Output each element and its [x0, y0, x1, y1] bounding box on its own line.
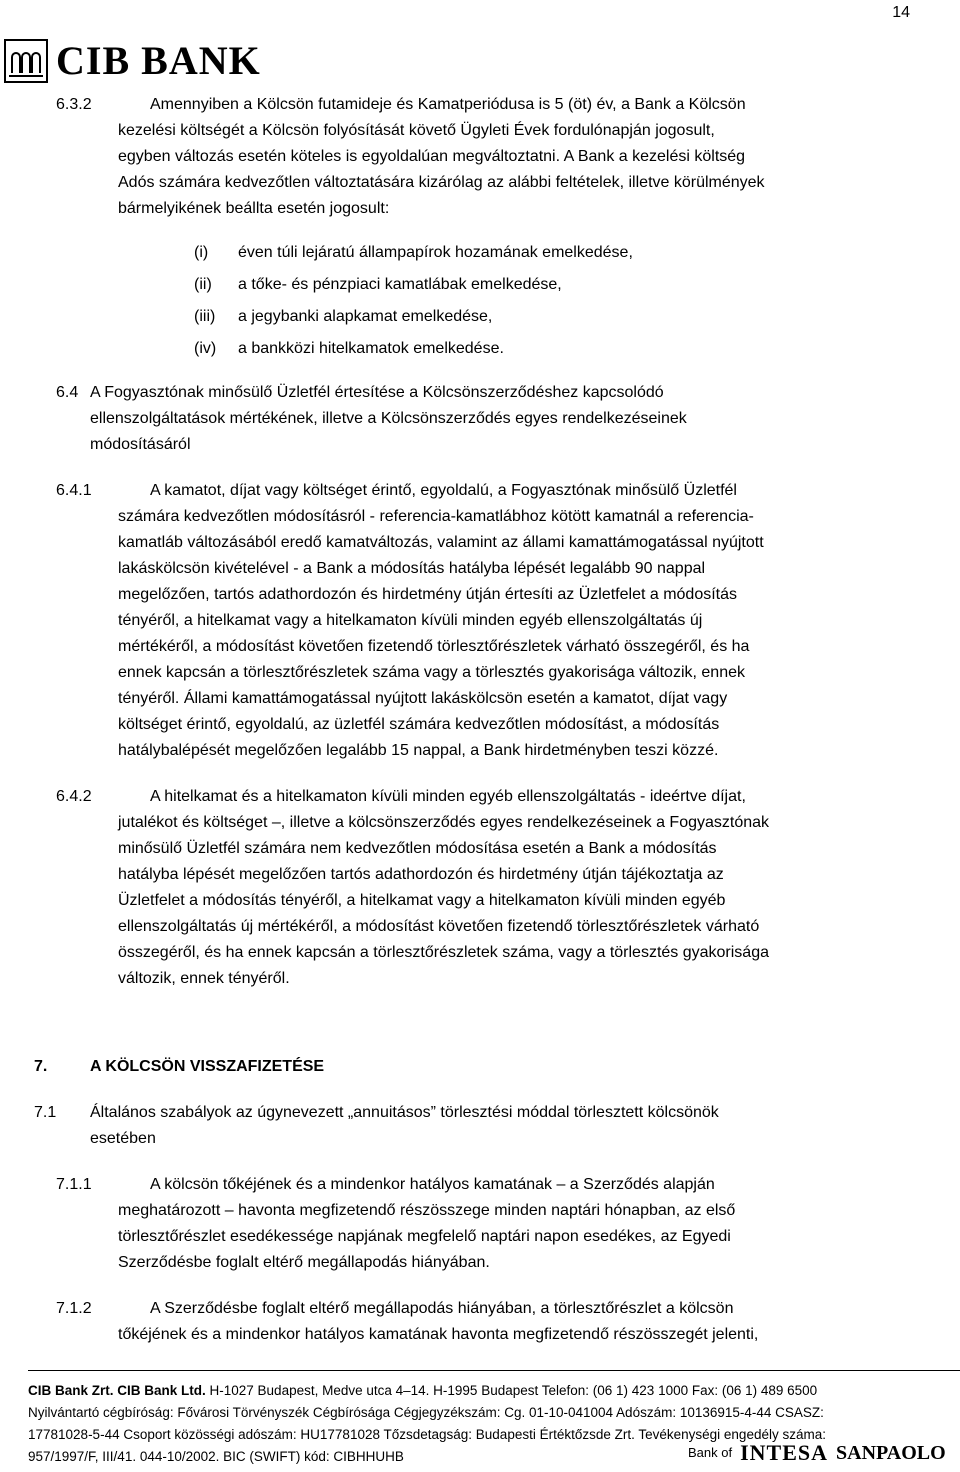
paragraph-line: meghatározott – havonta megfizetendő részösszege minden naptári hónapban, az első: [118, 1202, 736, 1219]
section-number: 6.3.2: [56, 96, 92, 113]
section-number: 7.1.2: [56, 1300, 92, 1317]
footer-address: H-1027 Budapest, Medve utca 4–14. H-1995 Budapest Telefon: (06 1) 423 1000 Fax: (06 1) 489 6500: [205, 1383, 818, 1398]
paragraph-line: A hitelkamat és a hitelkamaton kívüli minden egyéb ellenszolgáltatás - ideértve díjat,: [150, 788, 746, 805]
paragraph-line: kamatláb változásából eredő kamatváltozás, valamint az állami kamattámogatással nyújtott: [118, 534, 764, 551]
paragraph-line: módosításáról: [90, 436, 191, 453]
paragraph-line: hatályba lépését megelőzően tartós adathordozón és hirdetmény útján tájékoztatja az: [118, 866, 724, 883]
paragraph-line: ellenszolgáltatások mértékének, illetve a Kölcsönszerződés egyes rendelkezéseinek: [90, 410, 687, 427]
paragraph-line: összegéről, és ha ennek kapcsán a törlesztőrészletek száma, vagy a törlesztés gyakorisága: [118, 944, 769, 961]
list-item-number: (i): [194, 244, 209, 261]
paragraph-line: mértékéről, a módosítást követően fizetendő törlesztőrészletek várható összegéről, és ha: [118, 638, 750, 655]
paragraph-line: tőkéjének és a mindenkor hatályos kamatának havonta megfizetendő részösszegét jelenti,: [118, 1326, 759, 1343]
paragraph-line: kezelési költségét a Kölcsön folyósítását követő Ügyleti Évek fordulónapján jogosult,: [118, 122, 715, 139]
paragraph-line: tényéről. Állami kamattámogatással nyújtott lakáskölcsön esetén a kamatot, díjat vagy: [118, 690, 728, 707]
paragraph-line: bármelyikének beállta esetén jogosult:: [118, 200, 390, 217]
paragraph-line: ellenszolgáltatás új mértékéről, a módosítást követően fizetendő törlesztőrészletek várható: [118, 918, 760, 935]
intesa-wordmark: INTESA: [740, 1440, 829, 1465]
list-item: a tőke- és pénzpiaci kamatlábak emelkedése,: [238, 276, 562, 293]
list-item-number: (ii): [194, 276, 212, 293]
paragraph-line: Szerződésbe foglalt eltérő megállapodás hiányában.: [118, 1254, 490, 1271]
paragraph-line: A kölcsön tőkéjének és a mindenkor hatályos kamatának – a Szerződés alapján: [150, 1176, 715, 1193]
list-item: a jegybanki alapkamat emelkedése,: [238, 308, 493, 325]
footer-line-4: 957/1997/F, III/41. 044-10/2002. BIC (SWIFT) kód: CIBHHUHB: [28, 1449, 404, 1464]
sanpaolo-wordmark: SANPAOLO: [836, 1442, 946, 1464]
paragraph-line: számára kedvezőtlen módosításról - referencia-kamatlábhoz kötött kamatnál a referencia-: [118, 508, 754, 525]
paragraph-line: Általános szabályok az úgynevezett „annuitásos” törlesztési móddal törlesztett kölcsönök: [90, 1104, 719, 1121]
list-item-number: (iv): [194, 340, 217, 357]
paragraph-line: lakáskölcsön kivételével - a Bank a módosítás hatályba lépését legalább 90 nappal: [118, 560, 706, 577]
list-item: éven túli lejáratú állampapírok hozamának emelkedése,: [238, 244, 633, 261]
cib-columns-icon: [4, 39, 48, 83]
footer-line-3: 17781028-5-44 Csoport közösségi adószám: HU17781028 Tőzsdetagság: Budapesti Értéktőzsde Zrt. Tevékenységi engedély száma:: [28, 1427, 826, 1442]
paragraph-line: változik, ennek tényéről.: [118, 970, 290, 987]
paragraph-line: A Fogyasztónak minősülő Üzletfél értesítése a Kölcsönszerződéshez kapcsolódó: [90, 384, 664, 401]
paragraph-line: Üzletfelet a módosítás tényéről, a hitelkamat vagy a hitelkamaton kívüli minden egyéb: [118, 892, 726, 909]
paragraph-line: jutalékot és költséget –, illetve a kölcsönszerződés egyes rendelkezéseinek a Fogyasztónak: [118, 814, 770, 831]
intesa-sanpaolo-logo: [688, 1440, 946, 1466]
paragraph-line: A kamatot, díjat vagy költséget érintő, egyoldalú, a Fogyasztónak minősülő Üzletfél: [150, 482, 737, 499]
paragraph-line: hatálybalépését megelőzően legalább 15 nappal, a Bank hirdetményben teszi közzé.: [118, 742, 719, 759]
paragraph-line: törlesztőrészlet esedékessége napjának megfelelő naptári napon esedékes, az Egyedi: [118, 1228, 731, 1245]
section-number: 7.1: [34, 1104, 57, 1121]
paragraph-line: Amennyiben a Kölcsön futamideje és Kamatperiódusa is 5 (öt) év, a Bank a Kölcsön: [150, 96, 746, 113]
bank-of-label: Bank of: [688, 1445, 733, 1460]
paragraph-line: Adós számára kedvezőtlen változtatására kizárólag az alábbi feltételek, illetve körülmények: [118, 174, 765, 191]
list-item-number: (iii): [194, 308, 216, 325]
section-number: 7.1.1: [56, 1176, 92, 1193]
paragraph-line: költséget érintő, egyoldalú, az üzletfél számára kedvezőtlen módosítást, a módosítás: [118, 716, 720, 733]
chapter-number: 7.: [34, 1058, 48, 1075]
footer-line-1: [28, 1380, 958, 1402]
footer-divider: [28, 1370, 960, 1371]
page-number: 14: [892, 4, 910, 21]
paragraph-line: esetében: [90, 1130, 156, 1147]
section-number: 6.4.2: [56, 788, 92, 805]
paragraph-line: egyben változás esetén köteles is egyoldalúan megváltoztatni. A Bank a kezelési költség: [118, 148, 746, 165]
section-number: 6.4.1: [56, 482, 92, 499]
footer-company: CIB Bank Zrt. CIB Bank Ltd.: [28, 1383, 206, 1398]
cib-bank-logo: [4, 38, 261, 84]
paragraph-line: megelőzően, tartós adathordozón és hirdetmény útján értesíti az Üzletfelet a módosítás: [118, 586, 738, 603]
footer-line-2: Nyilvántartó cégbíróság: Fővárosi Törvényszék Cégbírósága Cégjegyzékszám: Cg. 01-10-041004 Adószám: 10136915-4-44 CSASZ:: [28, 1405, 824, 1420]
brand-name: CIB BANK: [56, 38, 261, 83]
section-number: 6.4: [56, 384, 79, 401]
list-item: a bankközi hitelkamatok emelkedése.: [238, 340, 504, 357]
chapter-title: A KÖLCSÖN VISSZAFIZETÉSE: [90, 1058, 325, 1075]
paragraph-line: minősülő Üzletfél számára nem kedvezőtlen módosítása esetén a Bank a módosítás: [118, 840, 717, 857]
paragraph-line: A Szerződésbe foglalt eltérő megállapodás hiányában, a törlesztőrészlet a kölcsön: [150, 1300, 734, 1317]
paragraph-line: tényéről, a hitelkamat vagy a hitelkamaton kívüli minden egyéb ellenszolgáltatás új: [118, 612, 703, 629]
paragraph-line: ennek kapcsán a törlesztőrészletek száma vagy a törlesztés gyakorisága változik, ennek: [118, 664, 745, 681]
